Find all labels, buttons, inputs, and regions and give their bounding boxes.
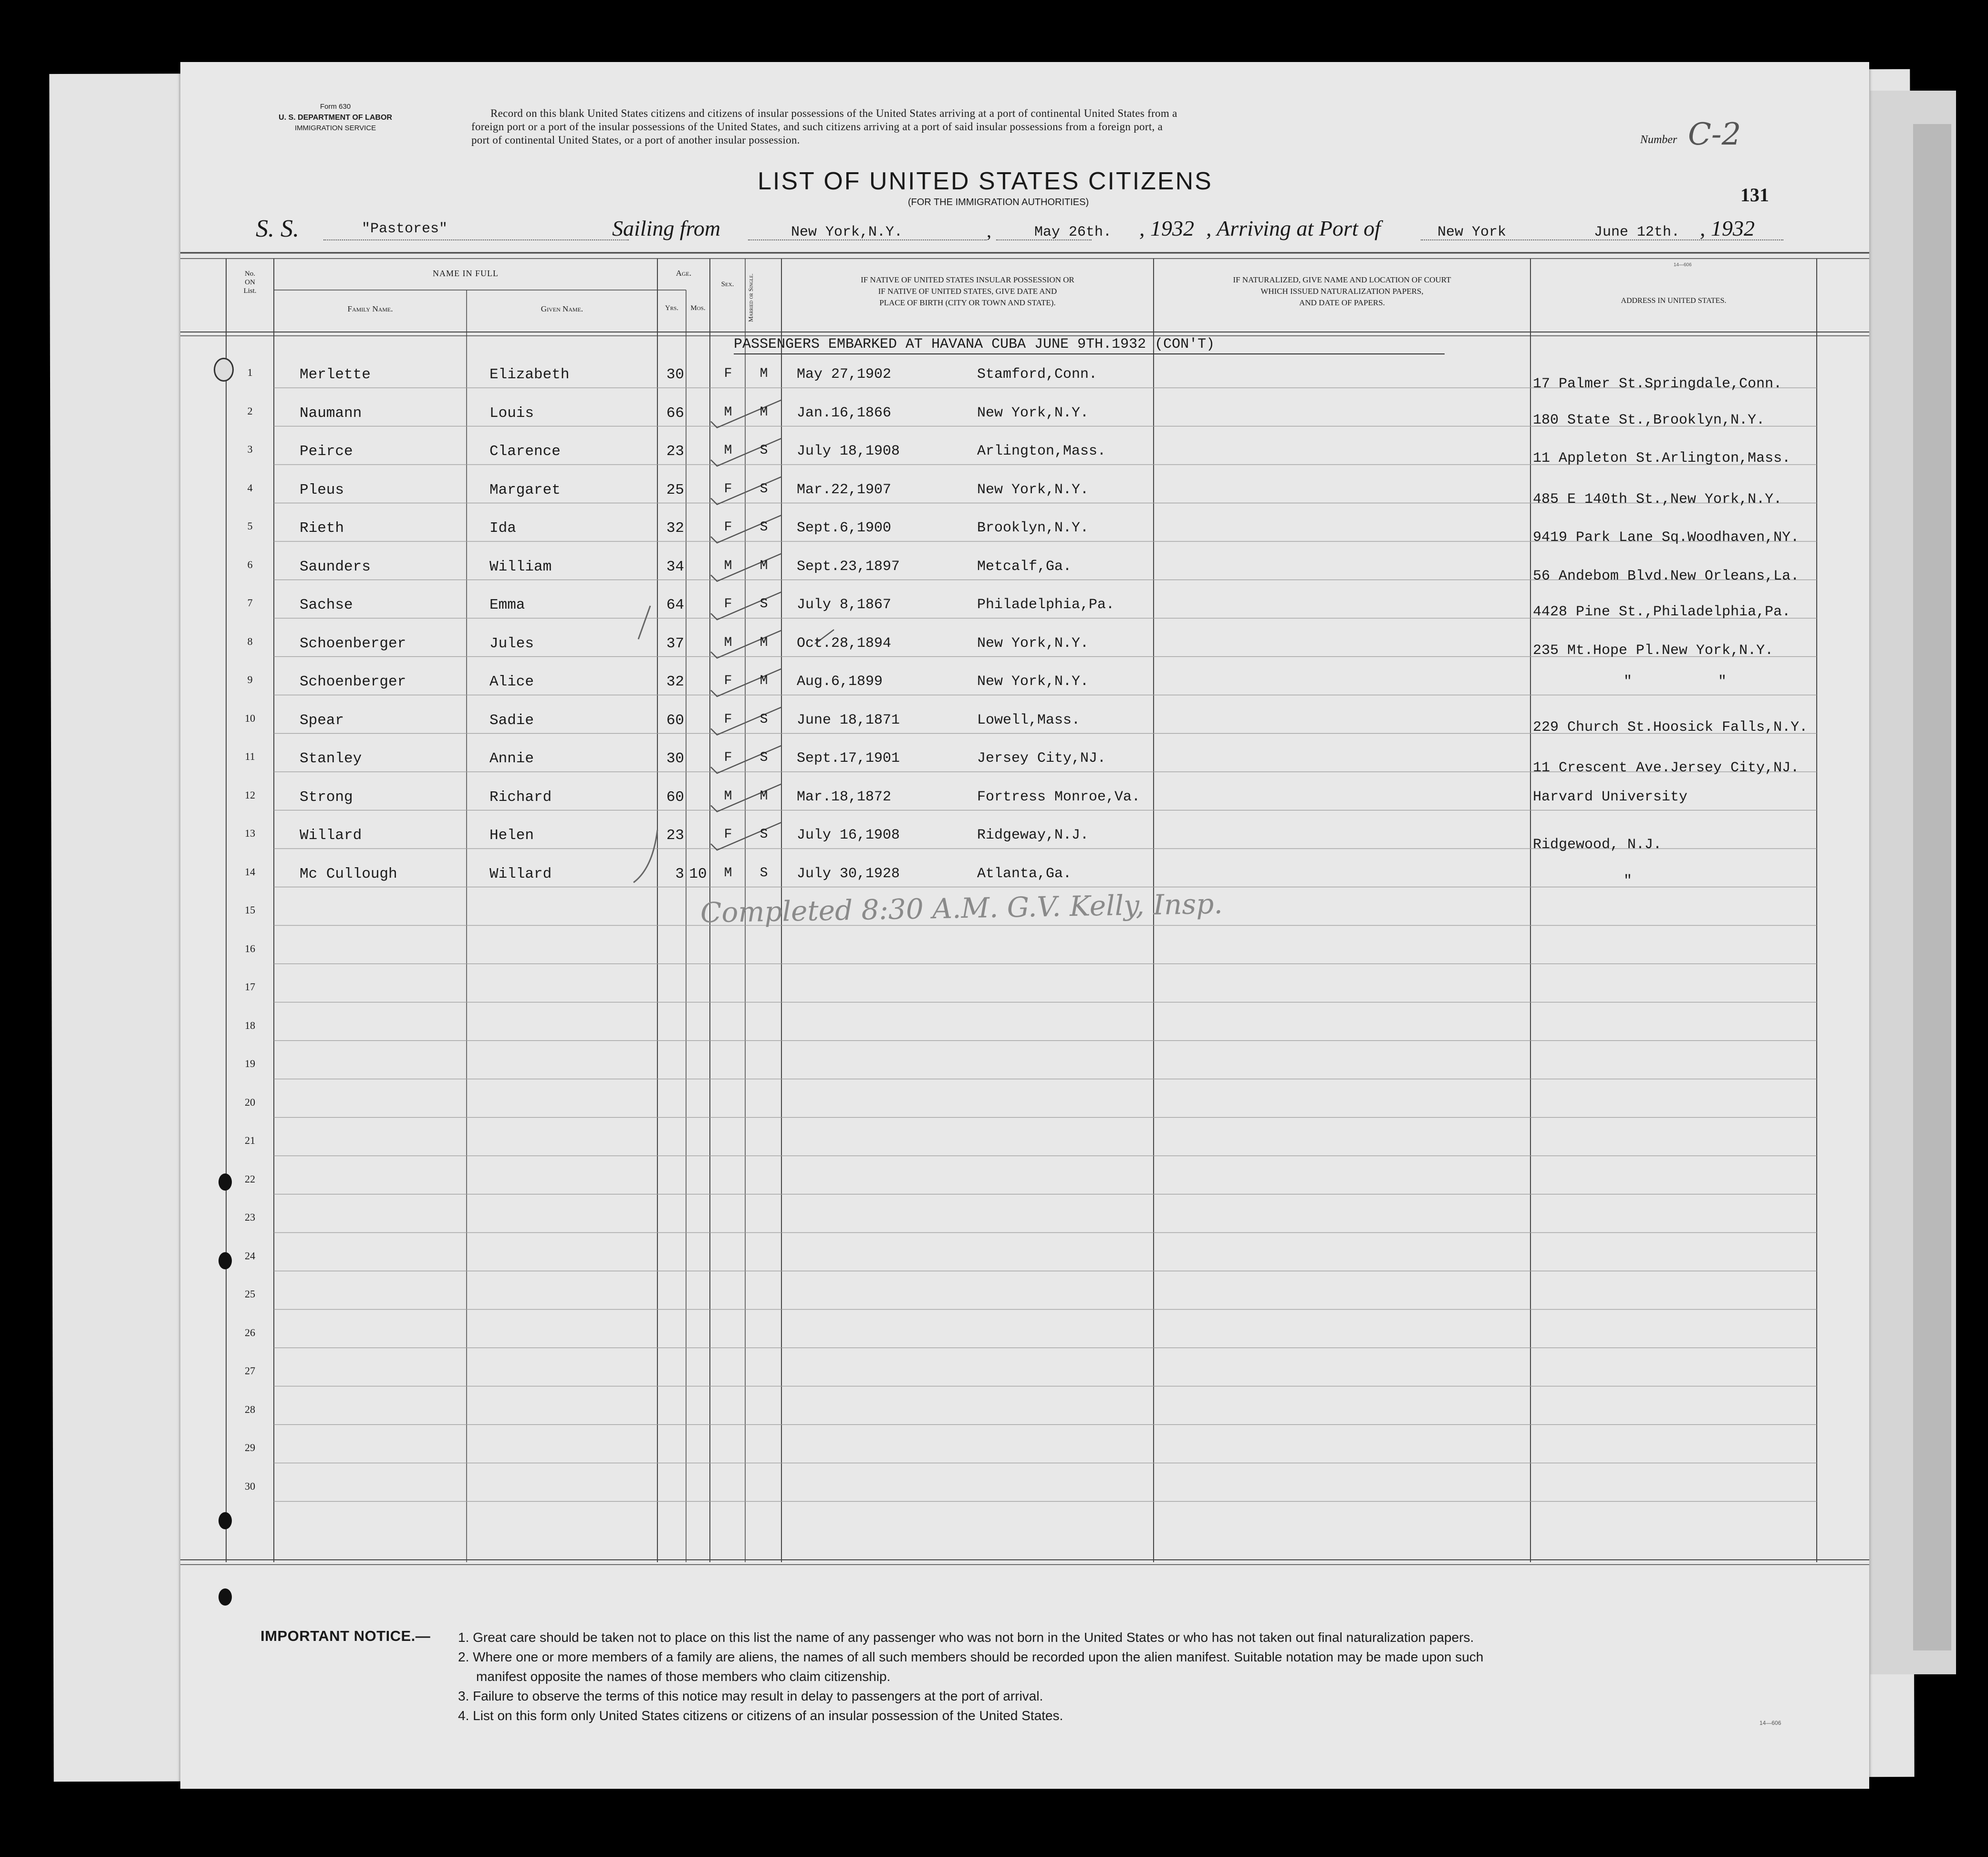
cell-address: 4428 Pine St.,Philadelphia,Pa. [1533,604,1791,620]
cell-sex: M [724,635,732,650]
col-name-in-full: NAME IN FULL [433,269,499,278]
arriving-date: June 12th. [1594,224,1680,240]
cell-given-name: Richard [489,788,552,806]
service-name: IMMIGRATION SERVICE [294,124,376,132]
empty-row-number: 23 [245,1211,255,1223]
empty-row-number: 24 [245,1249,255,1262]
section-note: PASSENGERS EMBARKED AT HAVANA CUBA JUNE 9TH.1932 (CON'T) [734,336,1215,353]
cell-address: 11 Appleton St.Arlington,Mass. [1533,450,1791,467]
notice-list [458,1628,1483,1725]
cell-sex: F [724,366,732,381]
cell-family-name: Saunders [300,558,371,575]
empty-row-number: 19 [245,1058,255,1069]
table-grid [180,62,1869,1789]
department-name: U. S. DEPARTMENT OF LABOR [279,114,392,122]
cell-given-name: Clarence [489,443,561,460]
cell-given-name: Margaret [489,481,561,498]
cell-family-name: Rieth [300,520,344,537]
cell-marital: M [760,674,768,688]
cell-yrs: 30 [666,366,684,383]
cell-family-name: Spear [300,712,344,729]
empty-row-number: 27 [245,1365,255,1377]
cell-marital: S [760,865,768,881]
cell-yrs: 25 [666,481,684,498]
page-number: 131 [1740,184,1769,206]
cell-family-name: Sachse [300,597,353,613]
cell-yrs: 32 [666,520,684,537]
cell-marital: S [760,520,768,535]
empty-row-number: 30 [245,1480,255,1492]
cell-birth-date: Sept.6,1900 [797,520,892,536]
cell-birth-place: New York,N.Y. [977,635,1089,652]
empty-row-number: 26 [245,1326,255,1338]
cell-given-name: William [489,558,552,575]
empty-row-number: 17 [245,981,255,993]
notice-label: IMPORTANT NOTICE.— [260,1628,431,1644]
cell-given-name: Elizabeth [489,366,570,383]
cell-yrs: 60 [666,788,684,806]
col-native: IF NATIVE OF UNITED STATES INSULAR POSSESSION OR IF NATIVE OF UNITED STATES, GIVE DATE AND PLACE OF BIRTH (CITY OR TOWN AND STATE). [861,275,1074,307]
cell-marital: M [760,788,768,804]
print-code-bottom: 14—606 [1759,1720,1781,1726]
cell-family-name: Stanley [300,750,362,767]
cell-no: 4 [247,481,253,494]
cell-address: Ridgewood, N.J. [1533,837,1662,853]
cell-mos: 10 [689,865,707,882]
cell-given-name: Willard [489,865,552,882]
cell-family-name: Merlette [300,366,371,383]
cell-sex: M [724,865,732,881]
sailing-date: May 26th. [1034,224,1112,240]
punch-hole [219,1512,232,1529]
cell-family-name: Mc Cullough [300,865,397,882]
cell-birth-place: Ridgeway,N.J. [977,827,1089,843]
arriving-port: New York [1437,224,1507,240]
cell-birth-place: Stamford,Conn. [977,366,1098,383]
cell-sex: M [724,443,732,458]
manifest-page: Form 630 U. S. DEPARTMENT OF LABOR IMMIGRATION SERVICE Record on this blank United States citizens and citizens of insular possessions of the United States arriving at a port of continental United States from a foreign port or a port of the insular possessions of the United States, and such citizens arriving at a port of said insular possessions from a foreign port, a port of continental United States, or a port of another insular possession. Number C-2 LIST OF UNITED STATES CITIZENS (FOR THE IMMIGRATION AUTHORITIES) 131 S. S. "Pastores" Sailing from New York,N.Y. , May 26th. , 1932 , Arriving at Port of New York June 12th. , 1932 No. ON List. NAME IN FULL Family Name. Given Name. Age. Yrs. Mos. Sex. Married or Single. IF NATIVE OF UNITED STATES INSULAR POSSESSION OR IF NATIVE OF UNITED STATES, GIVE DATE AND PLACE OF BIRTH (CITY OR TOWN AND STATE). IF NATURALIZED, GIVE NAME AND LOCATION OF COURT WHICH ISSUED NATURALIZATION PAPERS, AND DATE OF PAPERS. ADDRESS IN UNITED STATES. 14—606 PASSENGERS EMBARKED AT HAVANA CUBA JUNE 9TH.1932 (CON'T) 1 Merlette Elizabeth 30 F M May 27,1902 Stamford,Conn. 17 Palmer St.Springdale,Conn. 2 Naumann Louis 66 M M Jan.16,1866 New York,N.Y. 180 State St.,Brooklyn,N.Y. 3 Peirce Clarence 23 M S July 18,1908 Arlington,Mass. 11 Appleton St.Arlington,Mass. 4 Pleus Margaret 25 F S Mar.22,1907 New York,N.Y. 485 E 140th St.,New York,N.Y. 5 Rieth Ida 32 F S Sept.6,1900 Brooklyn,N.Y. 9419 Park Lane Sq.Woodhaven,NY. 6 Saunders William 34 M M Sept.23,1897 Metcalf,Ga. 56 Andebom Blvd.New Orleans,La. 7 Sachse Emma 64 F S July 8,1867 Philadelphia,Pa. 4428 Pine St.,Philadelphia,Pa. 8 Schoenberger Jules 37 M M Oct.28,1894 New York,N.Y. 235 Mt.Hope Pl.New York,N.Y. 9 Schoenberger Alice 32 F M Aug.6,1899 New York,N.Y. " " 10 Spear Sadie 60 F S June 18,1871 Lowell,Mass. 229 Church St.Hoosick Falls,N.Y. 11 Stanley Annie 30 F S Sept.17,1901 Jersey City,NJ. 11 Crescent Ave.Jersey City,NJ. 12 Strong Richard 60 M M Mar.18,1872 Fortress Monroe,Va. Harvard University 13 Willard Helen 23 F S July 16,1908 Ridgeway,N.J. Ridgewood, N.J. 14 Mc Cullough Willard 3 10 M S July 30,1928 Atlanta,Ga. " 15 16 17 18 19 20 21 22 23 24 25 26 27 28 29 30 Completed 8:30 A.M. G.V. Kelly, Insp. IMPORTANT NOTICE.— 1. Great care should be taken not to place on this list the name of any passenger who was not born in the United States or who has not taken out final naturalization papers. 2. Where one or more members of a family are aliens, the names of all such members should be recorded upon the alien manifest. Suitable notation may be made upon such manifest opposite the names of those members who claim citizenship. 3. Failure to observe the terms of this notice may result in delay to passengers at the port of arrival. 4. List on this form only United States citizens or citizens of an insular possession of the United States. 14—606 [180,62,1869,1789]
cell-given-name: Emma [489,597,525,613]
cell-sex: F [724,750,732,765]
cell-birth-place: Atlanta,Ga. [977,865,1072,882]
cell-no: 5 [247,520,253,532]
empty-row-number: 25 [245,1288,255,1300]
cell-birth-date: Oct.28,1894 [797,635,892,652]
arriving-year-prefix: , 19 [1700,216,1733,240]
cell-no: 6 [247,558,253,571]
cell-family-name: Naumann [300,405,362,422]
print-code-top: 14—606 [1674,262,1692,268]
cell-yrs: 64 [666,597,684,613]
cell-address: 56 Andebom Blvd.New Orleans,La. [1533,568,1800,584]
col-sex: Sex. [721,280,734,288]
cell-given-name: Ida [489,520,516,537]
cell-sex: M [724,405,732,420]
number-value: C-2 [1688,117,1741,152]
ship-name: "Pastores" [362,221,448,237]
cell-marital: S [760,443,768,458]
empty-row-number: 18 [245,1019,255,1031]
cell-yrs: 34 [666,558,684,575]
cell-yrs: 66 [666,405,684,422]
col-mos: Mos. [690,304,706,312]
cell-marital: S [760,827,768,842]
cell-birth-place: New York,N.Y. [977,674,1089,690]
empty-row-number: 15 [245,904,255,916]
cell-no: 13 [245,827,255,839]
cell-marital: M [760,635,768,650]
cell-birth-date: July 30,1928 [797,865,900,882]
punch-hole [219,1588,232,1606]
cell-yrs: 60 [666,712,684,729]
cell-birth-date: Sept.17,1901 [797,750,900,767]
cell-birth-place: Brooklyn,N.Y. [977,520,1089,536]
cell-no: 3 [247,443,253,455]
sailing-label: Sailing from [612,216,721,240]
cell-address: Harvard University [1533,788,1688,805]
cell-no: 8 [247,635,253,647]
empty-row-number: 16 [245,942,255,954]
cell-given-name: Annie [489,750,534,767]
cell-birth-date: Jan.16,1866 [797,405,892,421]
cell-address: 11 Crescent Ave.Jersey City,NJ. [1533,760,1800,776]
cell-given-name: Sadie [489,712,534,729]
col-naturalized: IF NATURALIZED, GIVE NAME AND LOCATION OF COURT WHICH ISSUED NATURALIZATION PAPERS, AND DATE OF PAPERS. [1233,275,1451,307]
cell-birth-place: Jersey City,NJ. [977,750,1106,767]
sailing-year: 32 [1172,216,1194,240]
cell-no: 9 [247,674,253,685]
cell-address: 9419 Park Lane Sq.Woodhaven,NY. [1533,529,1800,546]
cell-birth-date: Sept.23,1897 [797,558,900,575]
notice-item: manifest opposite the names of those members who claim citizenship. [476,1669,891,1684]
cell-no: 11 [245,750,255,762]
empty-row-number: 22 [245,1172,255,1185]
col-given-name: Given Name. [541,304,583,313]
cell-no: 1 [247,366,253,378]
cell-birth-date: May 27,1902 [797,366,892,383]
record-instructions-3: port of continental United States, or a port of another insular possession. [471,134,800,146]
completion-note: Completed 8:30 A.M. G.V. Kelly, Insp. [700,887,1223,929]
cell-yrs: 37 [666,635,684,652]
col-age: Age. [676,269,692,278]
cell-sex: M [724,558,732,573]
empty-row-number: 21 [245,1134,255,1146]
cell-no: 2 [247,405,253,417]
cell-marital: S [760,750,768,765]
cell-given-name: Alice [489,674,534,690]
cell-birth-date: July 16,1908 [797,827,900,843]
cell-sex: F [724,481,732,497]
cell-no: 14 [245,865,255,878]
cell-given-name: Louis [489,405,534,422]
cell-given-name: Jules [489,635,534,652]
ss-label: S. S. [256,215,299,242]
cell-address: 180 State St.,Brooklyn,N.Y. [1533,412,1765,428]
cell-birth-date: Mar.18,1872 [797,788,892,805]
col-no: No. ON List. [243,270,257,295]
cell-address: 229 Church St.Hoosick Falls,N.Y. [1533,719,1808,736]
empty-row-number: 28 [245,1403,255,1415]
number-label: Number [1640,134,1677,146]
notice-item: 3. Failure to observe the terms of this notice may result in delay to passengers at the port of arrival. [458,1689,1043,1703]
cell-marital: M [760,558,768,573]
cell-birth-place: New York,N.Y. [977,481,1089,498]
cell-sex: F [724,597,732,612]
cell-marital: S [760,712,768,727]
cell-sex: F [724,520,732,535]
punch-hole [219,1173,232,1191]
cell-birth-date: July 18,1908 [797,443,900,459]
cell-address: " " [1624,674,1727,690]
col-yrs: Yrs. [665,304,679,312]
empty-row-number: 20 [245,1096,255,1108]
cell-marital: S [760,597,768,612]
page-subtitle: (FOR THE IMMIGRATION AUTHORITIES) [908,197,1089,207]
punch-hole [219,1252,232,1269]
cell-no: 10 [245,712,255,724]
cell-birth-place: New York,N.Y. [977,405,1089,421]
arriving-label: , Arriving at Port of [1206,216,1381,240]
record-instructions-1: Record on this blank United States citizens and citizens of insular possessions of the United States arriving at a port of continental United States from a [490,107,1177,119]
col-married-single: Married or Single. [747,273,754,322]
cell-yrs: 23 [666,827,684,844]
cell-family-name: Strong [300,788,353,806]
cell-birth-place: Arlington,Mass. [977,443,1106,459]
cell-address: " [1624,872,1633,889]
cell-family-name: Schoenberger [300,635,406,652]
cell-address: 235 Mt.Hope Pl.New York,N.Y. [1533,642,1774,659]
cell-family-name: Peirce [300,443,353,460]
cell-address: 485 E 140th St.,New York,N.Y. [1533,491,1782,508]
form-number: Form 630 [320,103,351,111]
cell-family-name: Schoenberger [300,674,406,690]
cell-yrs: 32 [666,674,684,690]
cell-birth-place: Lowell,Mass. [977,712,1081,728]
cell-given-name: Helen [489,827,534,844]
cell-birth-date: Aug.6,1899 [797,674,883,690]
cell-birth-date: July 8,1867 [797,597,892,613]
cell-birth-date: Mar.22,1907 [797,481,892,498]
notice-item: 4. List on this form only United States citizens or citizens of an insular possession of the United States. [458,1708,1063,1723]
col-family-name: Family Name. [347,304,393,313]
empty-row-number: 29 [245,1442,255,1453]
cell-sex: M [724,788,732,804]
cell-no: 7 [247,597,253,609]
cell-marital: S [760,481,768,497]
cell-yrs: 23 [666,443,684,460]
cell-yrs: 30 [666,750,684,767]
cell-family-name: Pleus [300,481,344,498]
notice-item: 2. Where one or more members of a family are aliens, the names of all such members should be recorded upon the alien manifest. Suitable notation may be made upon such [458,1650,1484,1664]
page-title: LIST OF UNITED STATES CITIZENS [758,167,1213,195]
cell-yrs: 3 [675,865,684,882]
col-address: ADDRESS IN UNITED STATES. [1621,297,1727,305]
notice-item: 1. Great care should be taken not to place on this list the name of any passenger who was not born in the United States or who has not taken out final naturalization papers. [458,1630,1474,1645]
sailing-year-prefix: , 19 [1139,216,1172,240]
arriving-year: 32 [1733,216,1755,240]
cell-birth-date: June 18,1871 [797,712,900,728]
cell-no: 12 [245,788,255,801]
punch-hole [214,358,234,382]
back-page-edge-2 [1913,124,1951,1650]
cell-address: 17 Palmer St.Springdale,Conn. [1533,376,1782,392]
cell-sex: F [724,674,732,688]
cell-birth-place: Fortress Monroe,Va. [977,788,1141,805]
cell-family-name: Willard [300,827,362,844]
cell-marital: M [760,366,768,381]
cell-marital: M [760,405,768,420]
record-instructions-2: foreign port or a port of the insular possessions of the United States, and such citizens arriving at a port of said insular possessions from a foreign port, a [471,121,1163,133]
sailing-from: New York,N.Y. [791,224,903,240]
cell-birth-place: Philadelphia,Pa. [977,597,1115,613]
cell-sex: F [724,827,732,842]
cell-sex: F [724,712,732,727]
cell-birth-place: Metcalf,Ga. [977,558,1072,575]
